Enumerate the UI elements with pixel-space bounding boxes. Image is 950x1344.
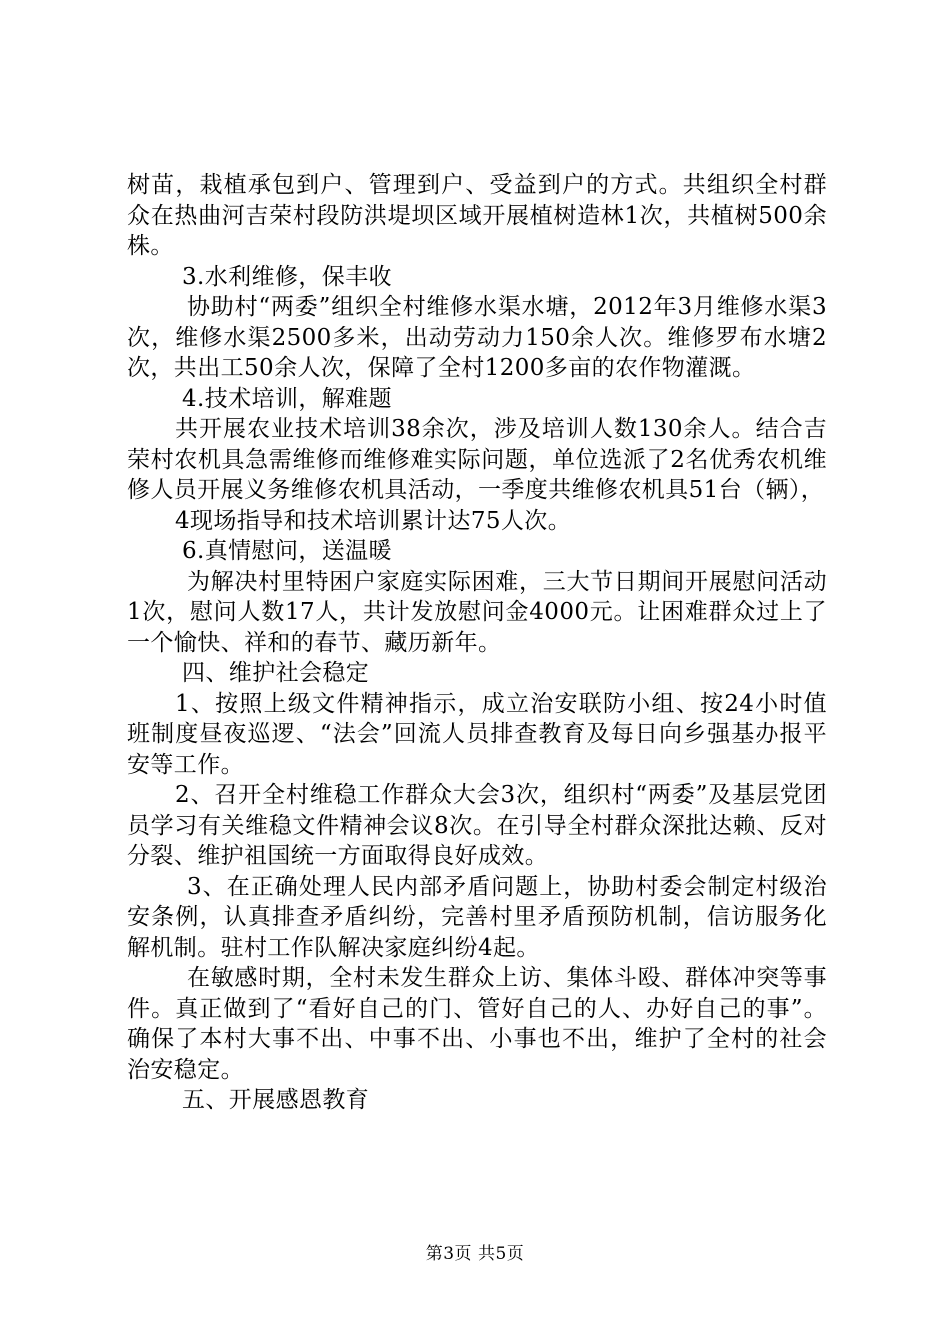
paragraph-12: 3、在正确处理人民内部矛盾问题上，协助村委会制定村级治安条例，认真排查矛盾纠纷，完善村里矛盾预防机制，信访服务化解机制。驻村工作队解决家庭纠纷4起。 (127, 873, 827, 961)
paragraph-11: 2、召开全村维稳工作群众大会3次，组织村“两委”及基层党团员学习有关维稳文件精神会议8次。在引导全村群众深批达赖、反对分裂、维护祖国统一方面取得良好成效。 (127, 782, 827, 869)
paragraph-5: 共开展农业技术培训38余次，涉及培训人数130余人。结合吉荣村农机具急需维修而维修难实际问题，单位选派了2名优秀农机维修人员开展义务维修农机具活动，一季度共维修农机具51台（辆）， (127, 416, 827, 503)
section-heading-training: 4.技术培训，解难题 (182, 385, 392, 412)
section-heading-visit: 6.真情慰问，送温暖 (182, 538, 392, 564)
section-heading-gratitude: 五、开展感恩教育 (182, 1087, 370, 1113)
paragraph-1: 树苗，栽植承包到户、管理到户、受益到户的方式。共组织全村群众在热曲河吉荣村段防洪堤坝区域开展植树造林1次，共植树500余株。 (127, 172, 827, 259)
paragraph-8: 为解决村里特困户家庭实际困难，三大节日期间开展慰问活动1次，慰问人数17人，共计发放慰问金4000元。让困难群众过上了一个愉快、祥和的春节、藏历新年。 (127, 568, 827, 656)
section-heading-water: 3.水利维修，保丰收 (182, 263, 392, 290)
paragraph-13: 在敏感时期，全村未发生群众上访、集体斗殴、群体冲突等事件。真正做到了“看好自己的门、管好自己的人、办好自己的事”。确保了本村大事不出、中事不出、小事也不出，维护了全村的社会治安稳定。 (127, 965, 827, 1083)
document-body (127, 170, 827, 1116)
section-heading-stability: 四、维护社会稳定 (182, 660, 370, 686)
page-number-footer: 第3页 共5页 (425, 1244, 525, 1264)
paragraph-10: 1、按照上级文件精神指示，成立治安联防小组、按24小时值班制度昼夜巡逻、“法会”回流人员排查教育及每日向乡强基办报平安等工作。 (127, 690, 827, 778)
paragraph-6: 4现场指导和技术培训累计达75人次。 (175, 507, 572, 534)
paragraph-3: 协助村“两委”组织全村维修水渠水塘，2012年3月维修水渠3次，维修水渠2500多米，出动劳动力150余人次。维修罗布水塘2次，共出工50余人次，保障了全村1200多亩的农作物灌溉。 (127, 294, 827, 381)
